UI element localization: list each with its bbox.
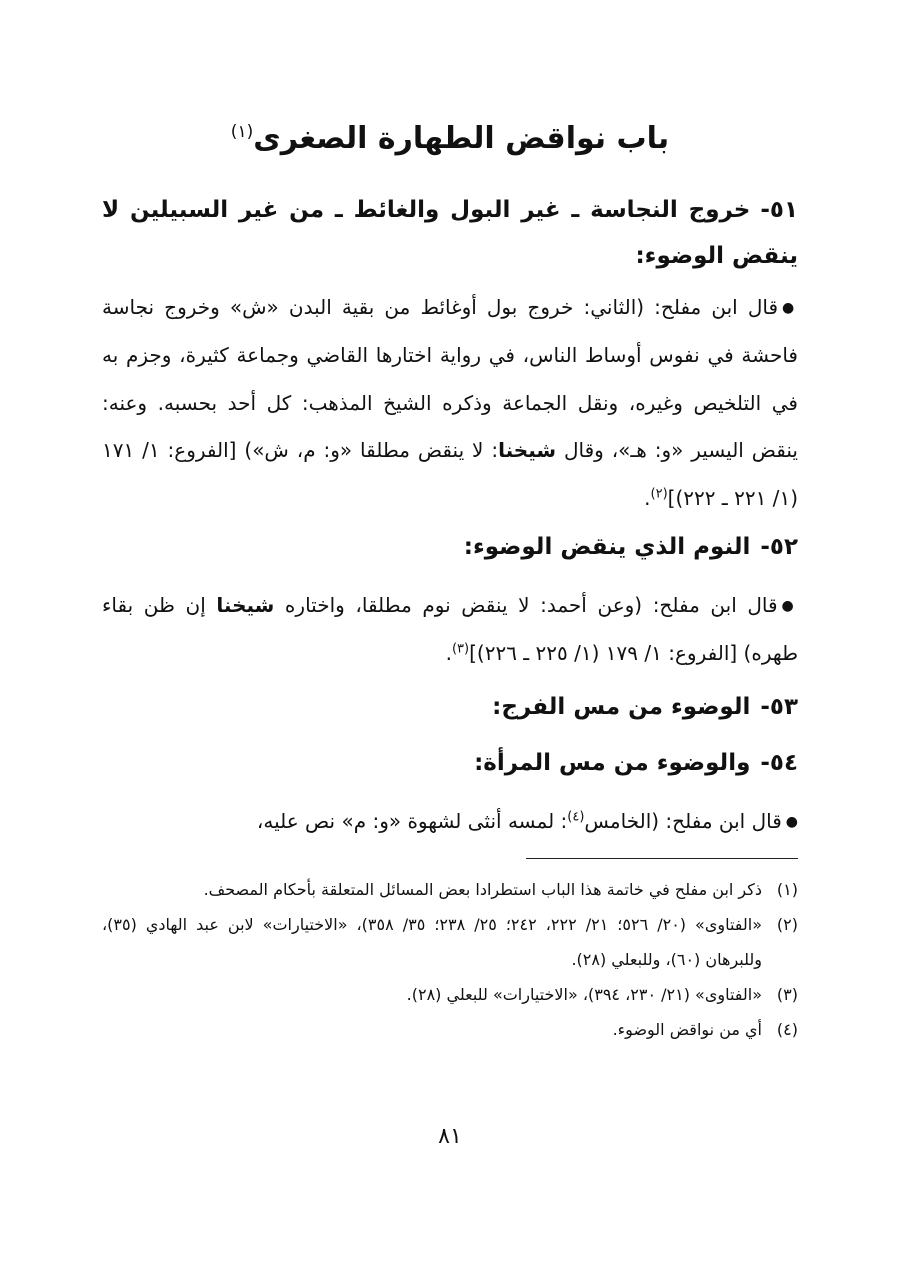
section-54-text-b: : لمسه أنثى لشهوة «و: م» نص عليه، [256, 809, 568, 833]
section-51-text-b: : لا ينقض مطلقا «و: م، ش») [الفروع: ١/ ١٧١ (١/ ٢٢١ ـ ٢٢٢)] [102, 438, 798, 510]
section-51-text-bold: شيخنا [498, 438, 557, 463]
footnote-divider [526, 858, 798, 859]
footnote-text: «الفتاوى» (٢١/ ٢٣٠، ٣٩٤)، «الاختيارات» للبعلي (٢٨). [406, 985, 762, 1004]
section-51-heading [102, 187, 798, 279]
section-51-text-end: . [644, 485, 651, 510]
footnote-number: (١) [776, 880, 798, 899]
section-53-heading [102, 684, 798, 730]
section-54-text-a: قال ابن مفلح: (الخامس [584, 809, 782, 833]
footnote [102, 872, 798, 907]
chapter-title-text: باب نواقض الطهارة الصغرى [253, 121, 670, 156]
footnote [102, 977, 798, 1012]
section-54-footnote-ref: (٤) [567, 809, 585, 825]
section-51-footnote-ref: (٢) [650, 486, 668, 502]
section-52-text-end: . [445, 641, 452, 666]
section-52-heading [102, 524, 798, 570]
footnote [102, 907, 798, 977]
section-52-heading-text: النوم الذي ينقض الوضوء: [463, 534, 751, 560]
section-52-text-a: قال ابن مفلح: (وعن أحمد: لا ينقض نوم مطلقا، واختاره [274, 593, 778, 617]
footnotes [102, 872, 798, 1047]
section-53-heading-text: الوضوء من مس الفرج: [492, 694, 751, 720]
page-number: ٨١ [438, 1124, 462, 1149]
chapter-footnote-ref: (١) [230, 122, 254, 142]
bullet-icon: ● [782, 299, 798, 316]
section-52-text-bold: شيخنا [216, 593, 275, 617]
section-54-paragraph [102, 798, 798, 846]
section-52-text-b: إن ظن بقاء طهره) [الفروع: ١/ ١٧٩ (١/ ٢٢٥ ـ ٢٢٦)] [102, 593, 798, 666]
section-53-number: ٥٣- [760, 694, 798, 720]
section-52-footnote-ref: (٣) [451, 641, 470, 657]
section-51-paragraph [102, 284, 798, 522]
section-54-heading-text: والوضوء من مس المرأة: [474, 750, 751, 776]
section-52-number: ٥٢- [760, 534, 798, 560]
section-52-paragraph [102, 582, 798, 678]
bullet-icon: ● [781, 597, 799, 614]
footnote-number: (٤) [776, 1020, 798, 1039]
footnote-number: (٢) [776, 915, 798, 934]
bullet-icon: ● [785, 813, 798, 830]
section-54-number: ٥٤- [760, 750, 798, 776]
footnote-text: ذكر ابن مفلح في خاتمة هذا الباب استطرادا بعض المسائل المتعلقة بأحكام المصحف. [203, 880, 762, 899]
footnote-text: أي من نواقض الوضوء. [612, 1020, 762, 1039]
section-51-heading-text: خروج النجاسة ـ غير البول والغائط ـ من غير السبيلين لا ينقض الوضوء: [102, 197, 798, 269]
section-51-number: ٥١- [760, 197, 798, 223]
footnote [102, 1012, 798, 1047]
chapter-title [110, 108, 790, 163]
footnote-number: (٣) [776, 985, 798, 1004]
section-51-text-a: قال ابن مفلح: (الثاني: خروج بول أوغائط من بقية البدن «ش» وخروج نجاسة فاحشة في نفوس أوساط الناس، في رواية اختارها القاضي وجماعة كثيرة، وجزم به في التلخيص وغيره، ونقل الجماعة وذكره الشيخ المذهب: كل أحد بحسبه. وعنه: ينقض اليسير «و: هـ»، وقال [102, 295, 798, 463]
section-54-heading [102, 740, 798, 786]
footnote-text: «الفتاوى» (٢٠/ ٥٢٦؛ ٢١/ ٢٢٢، ٢٤٢؛ ٢٥/ ٢٣٨؛ ٣٥/ ٣٥٨)، «الاختيارات» لابن عبد الهادي (٣٥)، وللبرهان (٦٠)، وللبعلي (٢٨). [102, 915, 762, 969]
